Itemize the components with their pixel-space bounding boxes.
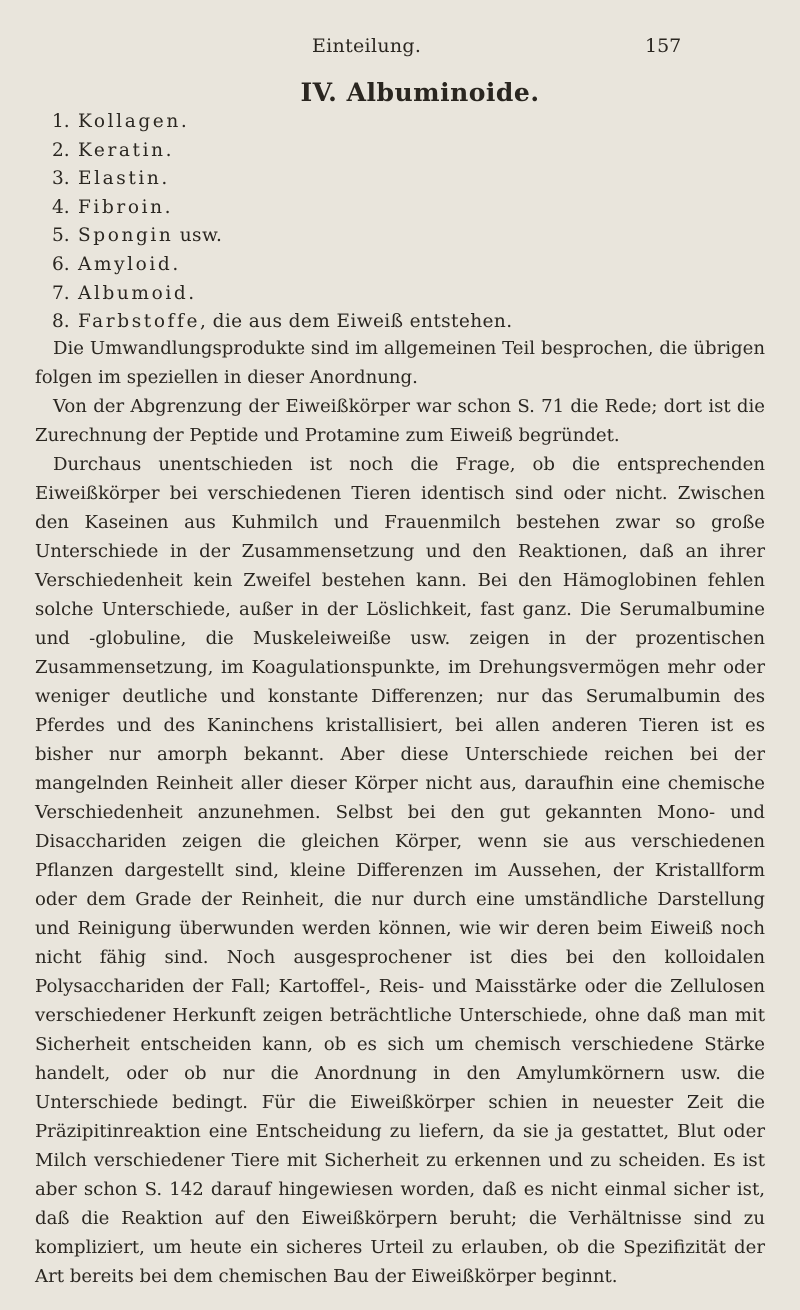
list-item xyxy=(52,280,513,309)
list-item-name: Fibroin. xyxy=(78,196,174,218)
list-item-number: 1. xyxy=(52,111,70,132)
list-item xyxy=(52,251,513,280)
list-item xyxy=(52,165,513,194)
list-item-name: Spongin xyxy=(78,225,174,247)
list-item-number: 4. xyxy=(52,196,70,218)
section-heading: IV. Albuminoide. xyxy=(300,78,540,107)
paragraph-abgrenzung: Von der Abgrenzung der Eiweißkörper war schon S. 71 die Rede; dort ist die Zurechnung der Peptide und Protamine zum Eiweiß begründet. xyxy=(35,396,765,446)
list-item-suffix: usw. xyxy=(173,225,223,247)
list-item-number: 8. xyxy=(52,311,70,333)
list-item xyxy=(52,108,513,137)
list-item-name: Farbstoffe xyxy=(78,311,201,333)
list-item-name: Keratin. xyxy=(78,139,175,161)
paragraph-umwandlungsprodukte: Die Umwandlungsprodukte sind im allgemeinen Teil besprochen, die übrigen folgen im speziellen in dieser Anordnung. xyxy=(35,338,765,388)
list-item-name: Amyloid. xyxy=(78,253,181,275)
list-item-name: Elastin. xyxy=(78,168,170,190)
body-text xyxy=(35,334,765,1291)
page-number: 157 xyxy=(645,35,682,57)
list-item-name: Albumoid. xyxy=(78,282,197,304)
running-title: Einteilung. xyxy=(312,35,422,57)
list-item xyxy=(52,308,513,337)
list-item-number: 7. xyxy=(52,282,70,304)
list-item-number: 3. xyxy=(52,168,70,190)
paragraph-unentschieden: Durchaus unentschieden ist noch die Frage, ob die entsprechenden Eiweißkörper bei verschiedenen Tieren identisch sind oder nicht. Zwischen den Kaseinen aus Kuhmilch und Frauenmilch bestehen zwar so große Unterschiede in der Zusammensetzung und den Reaktionen, daß an ihrer Verschiedenheit kein Zweifel bestehen kann. Bei den Hämoglobinen fehlen solche Unterschiede, außer in der Löslichkeit, fast ganz. Die Serumalbumine und -globuline, die Muskeleiweiße usw. zeigen in der prozentischen Zusammensetzung, im Koagulationspunkte, im Drehungsvermögen mehr oder weniger deutliche und konstante Differenzen; nur das Serumalbumin des Pferdes und des Kaninchens kristallisiert, bei allen anderen Tieren ist es bisher nur amorph bekannt. Aber diese Unterschiede reichen bei der mangelnden Reinheit aller dieser Körper nicht aus, daraufhin eine chemische Verschiedenheit anzunehmen. Selbst bei den gut gekannten Mono- und Disacchariden zeigen die gleichen Körper, wenn sie aus verschiedenen Pflanzen dargestellt sind, kleine Differenzen im Aussehen, der Kristallform oder dem Grade der Reinheit, die nur durch eine umständliche Darstellung und Reinigung überwunden werden können, wie wir deren beim Eiweiß noch nicht fähig sind. Noch ausgesprochener ist dies bei den kolloidalen Polysacchariden der Fall; Kartoffel-, Reis- und Maisstärke oder die Zellulosen verschiedener Herkunft zeigen beträchtliche Unterschiede, ohne daß man mit Sicherheit entscheiden kann, ob es sich um chemisch verschiedene Stärke handelt, oder ob nur die Anordnung in den Amylumkörnern usw. die Unterschiede bedingt. Für die Eiweißkörper schien in neuester Zeit die Präzipitinreaktion eine Entscheidung zu liefern, da sie ja gestattet, Blut oder Milch verschiedener Tiere mit Sicherheit zu erkennen und zu scheiden. Es ist aber schon S. 142 darauf hingewiesen worden, daß es nicht einmal sicher ist, daß die Reaktion auf den Eiweißkörpern beruht; die Verhältnisse sind zu kompliziert, um heute ein sicheres Urteil zu erlauben, ob die Spezifizität der Art bereits bei dem chemischen Bau der Eiweißkörper beginnt. xyxy=(35,454,765,1287)
list-item-number: 2. xyxy=(52,139,70,161)
list-item-suffix: , die aus dem Eiweiß entstehen. xyxy=(200,311,513,333)
list-item-number: 5. xyxy=(52,225,70,247)
list-item-name: Kollagen. xyxy=(78,111,190,132)
list-item xyxy=(52,137,513,166)
list-item-number: 6. xyxy=(52,253,70,275)
running-header xyxy=(0,35,800,67)
list-item xyxy=(52,222,513,251)
list-item xyxy=(52,194,513,223)
albuminoid-list xyxy=(52,108,513,337)
